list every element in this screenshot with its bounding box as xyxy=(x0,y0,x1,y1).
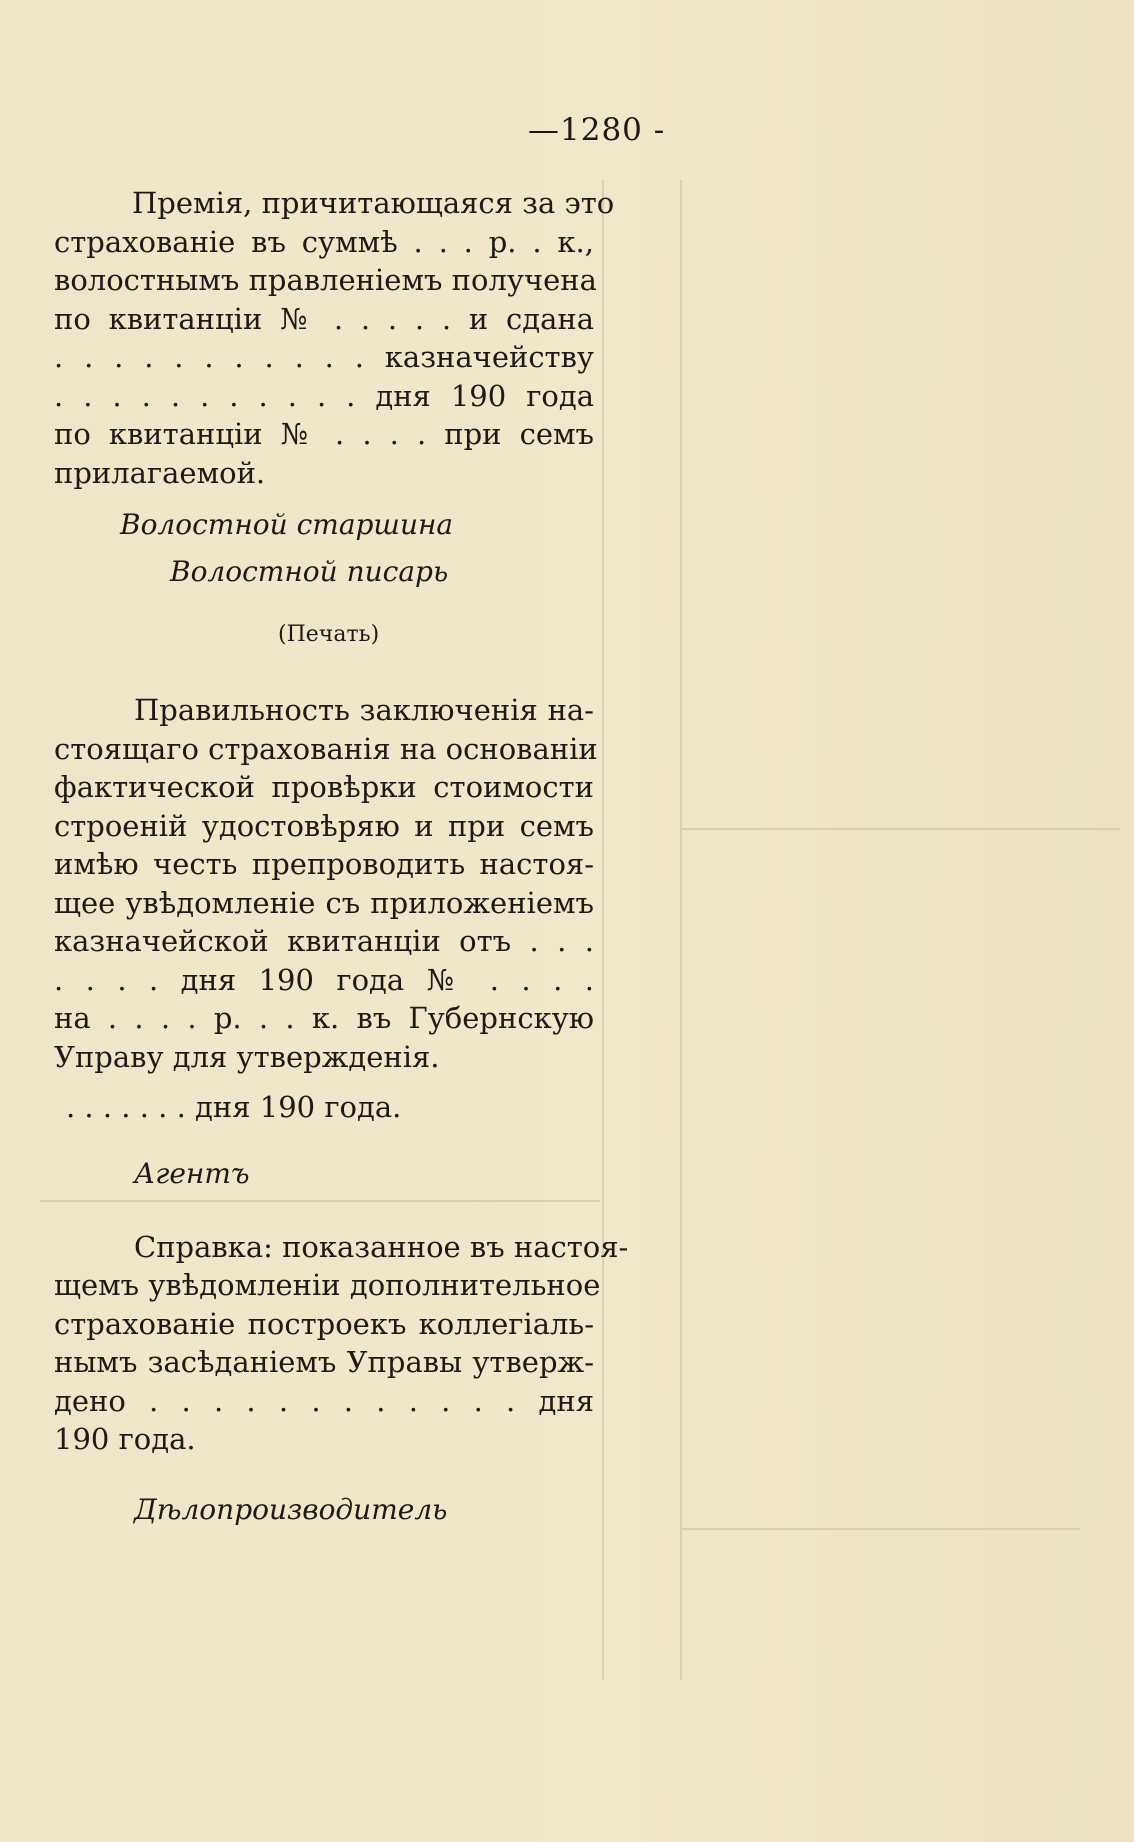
text-line: Премія, причитающаяся за это xyxy=(132,186,615,220)
page-number: —1280 - xyxy=(528,112,666,148)
date-line: . . . . . . . дня 190 года. xyxy=(66,1090,402,1124)
text-line: фактической провѣрки стоимости xyxy=(54,770,594,804)
text-line: имѣю честь препроводить настоя- xyxy=(54,847,594,881)
bleed-through-horizontal-rule xyxy=(680,1528,1080,1530)
text-column xyxy=(54,184,629,1526)
text-line: страхованіе построекъ коллегіаль- xyxy=(54,1306,594,1341)
text-line: щемъ увѣдомленіи дополнительное xyxy=(54,1268,601,1302)
bleed-through-vertical-rule xyxy=(602,180,604,1680)
text-line: страхованіе въ суммѣ . . . р. . к., xyxy=(54,224,594,259)
premium-paragraph xyxy=(54,184,615,492)
text-line: Правильность заключенія на- xyxy=(134,693,594,727)
text-line: прилагаемой. xyxy=(54,455,266,490)
reference-paragraph xyxy=(54,1228,629,1459)
text-line: . . . . . . . . . . . казначейству xyxy=(54,340,594,374)
signature-pisar: Волостной писарь xyxy=(170,555,449,588)
certification-paragraph xyxy=(54,691,598,1076)
seal-label: (Печать) xyxy=(278,622,380,647)
signature-clerk: Дѣлопроизводитель xyxy=(134,1492,448,1526)
text-line: на . . . . р. . . к. въ Губернскую xyxy=(54,1001,594,1035)
text-line: волостнымъ правленіемъ получена xyxy=(54,263,597,297)
text-line: Справка: показанное въ настоя- xyxy=(134,1229,629,1264)
text-line: . . . . дня 190 года № . . . . xyxy=(54,962,594,997)
signature-starshina: Волостной старшина xyxy=(120,508,454,541)
text-line: нымъ засѣданіемъ Управы утверж- xyxy=(54,1345,594,1379)
bleed-through-horizontal-rule xyxy=(680,828,1120,830)
text-line: по квитанціи № . . . . при семъ xyxy=(54,417,594,451)
text-line: 190 года. xyxy=(54,1422,196,1456)
text-line: стоящаго страхованія на основаніи xyxy=(54,731,598,766)
text-line: дено . . . . . . . . . . . . дня xyxy=(54,1383,594,1418)
text-line: щее увѣдомленіе съ приложеніемъ xyxy=(54,885,594,920)
bleed-through-vertical-rule xyxy=(680,180,682,1680)
text-line: . . . . . . . . . . . дня 190 года xyxy=(54,378,594,413)
signature-agent: Агентъ xyxy=(134,1156,250,1190)
text-line: строеній удостовѣряю и при семъ xyxy=(54,808,594,843)
text-line: по квитанціи № . . . . . и сдана xyxy=(54,301,594,336)
text-line: Управу для утвержденія. xyxy=(54,1039,440,1074)
text-line: казначейской квитанціи отъ . . . xyxy=(54,924,594,958)
